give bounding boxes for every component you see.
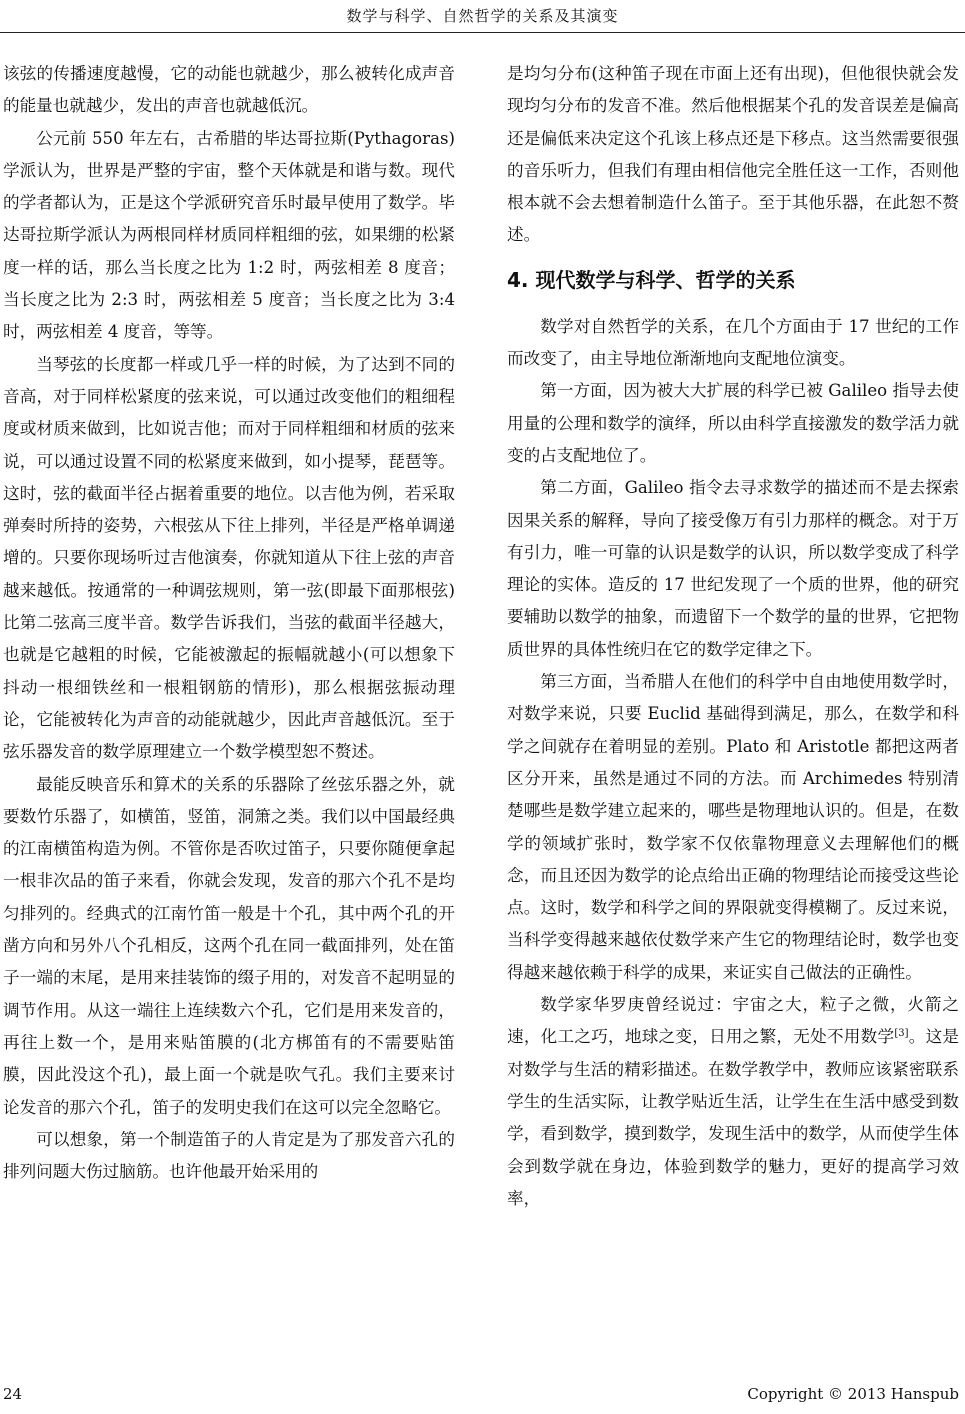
paragraph-text: 数学家华罗庚曾经说过：宇宙之大，粒子之微，火箭之速，化工之巧，地球之变，日用之繁，无处不用数学 — [507, 995, 959, 1047]
citation-ref: [3] — [894, 1028, 909, 1040]
paragraph: 该弦的传播速度越慢，它的动能也就越少，那么被转化成声音的能量也就越少，发出的声音也就越低沉。 — [3, 64, 455, 116]
left-column — [3, 58, 455, 1188]
paragraph-with-citation — [507, 989, 959, 1215]
paragraph: 数学对自然哲学的关系，在几个方面由于 17 世纪的工作而改变了，由主导地位渐渐地向支配地位演变。 — [507, 316, 959, 369]
paragraph: 最能反映音乐和算术的关系的乐器除了丝弦乐器之外，就要数竹乐器了，如横笛，竖笛，洞箫之类。我们以中国最经典的江南横笛构造为例。不管你是否吹过笛子，只要你随便拿起一根非次品的笛子来看，你就会发现，发音的那六个孔不是均匀排列的。经典式的江南竹笛一般是十个孔，其中两个孔的开凿方向和另外八个孔相反，这两个孔在同一截面排列，处在笛子一端的末尾，是用来挂装饰的缀子用的，对发音不起明显的调节作用。从这一端往上连续数六个孔，它们是用来发音的，再往上数一个，是用来贴笛膜的(北方梆笛有的不需要贴笛膜，因此没这个孔)，最上面一个就是吹气孔。我们主要来讨论发音的那六个孔，笛子的发明史我们在这可以完全忽略它。 — [3, 774, 455, 1117]
paragraph: 第二方面，Galileo 指令去寻求数学的描述而不是去探索因果关系的解释，导向了接受像万有引力那样的概念。对于万有引力，唯一可靠的认识是数学的认识，所以数学变成了科学理论的实体。造反的 17 世纪发现了一个质的世界，他的研究要辅助以数学的抽象，而遗留下一个数学的量的世界，它把物质世界的具体性统归在它的数学定律之下。 — [507, 478, 959, 659]
right-column — [507, 58, 959, 1215]
page-number: 24 — [3, 1385, 23, 1403]
paragraph: 第三方面，当希腊人在他们的科学中自由地使用数学时，对数学来说，只要 Euclid 基础得到满足，那么，在数学和科学之间就存在着明显的差别。Plato 和 Aristotle 都把这两者区分开来，虽然是通过不同的方法。而 Archimedes 特别清楚哪些是数学建立起来的，哪些是物理地认识的。但是，在数学的领域扩张时，数学家不仅依靠物理意义去理解他们的概念，而且还因为数学的论点给出正确的物理结论而接受这些论点。这时，数学和科学之间的界限就变得模糊了。反过来说，当科学变得越来越依仗数学来产生它的物理结论时，数学也变得越来越依赖于科学的成果，来证实自己做法的正确性。 — [507, 672, 959, 982]
copyright-notice: Copyright © 2013 Hanspub — [747, 1385, 959, 1403]
paragraph-continuation: 是均匀分布(这种笛子现在市面上还有出现)，但他很快就会发现均匀分布的发音不准。然后他根据某个孔的发音误差是偏高还是偏低来决定这个孔该上移点还是下移点。这当然需要很强的音乐听力，但我们有理由相信他完全胜任这一工作，否则他根本就不会去想着制造什么笛子。至于其他乐器，在此恕不赘述。 — [507, 64, 959, 245]
section-heading: 4. 现代数学与科学、哲学的关系 — [507, 267, 796, 292]
paragraph-text: 。这是对数学与生活的精彩描述。在数学教学中，教师应该紧密联系学生的生活实际，让教学贴近生活，让学生在生活中感受到数学，看到数学，摸到数学，发现生活中的数学，从而使学生体会到数学就在身边，体验到数学的魅力，更好的提高学习效率， — [507, 1027, 960, 1208]
header-rule — [0, 32, 965, 33]
paragraph: 当琴弦的长度都一样或几乎一样的时候，为了达到不同的音高，对于同样松紧度的弦来说，可以通过改变他们的粗细程度或材质来做到，比如说吉他；而对于同样粗细和材质的弦来说，可以通过设置不同的松紧度来做到，如小提琴，琵琶等。这时，弦的截面半径占据着重要的地位。以吉他为例，若采取弹奏时所持的姿势，六根弦从下往上排列，半径是严格单调递增的。只要你现场听过吉他演奏，你就知道从下往上弦的声音越来越低。按通常的一种调弦规则，第一弦(即最下面那根弦)比第二弦高三度半音。数学告诉我们，当弦的截面半径越大，也就是它越粗的时候，它能被激起的振幅就越小(可以想象下抖动一根细铁丝和一根粗钢筋的情形)，那么根据弦振动理论，它能被转化为声音的动能就越少，因此声音越低沉。至于弦乐器发音的数学原理建立一个数学模型恕不赘述。 — [3, 354, 455, 762]
paragraph: 公元前 550 年左右，古希腊的毕达哥拉斯(Pythagoras)学派认为，世界是严整的宇宙，整个天体就是和谐与数。现代的学者都认为，正是这个学派研究音乐时最早使用了数学。毕达哥拉斯学派认为两根同样材质同样粗细的弦，如果绷的松紧度一样的话，那么当长度之比为 1:2 时，两弦相差 8 度音；当长度之比为 2:3 时，两弦相差 5 度音；当长度之比为 3:4 时，两弦相差 4 度音，等等。 — [3, 128, 455, 342]
paragraph: 可以想象，第一个制造笛子的人肯定是为了那发音六孔的排列问题大伤过脑筋。也许他最开始采用的 — [3, 1129, 455, 1182]
paragraph: 第一方面，因为被大大扩展的科学已被 Galileo 指导去使用量的公理和数学的演绎，所以由科学直接激发的数学活力就变的占支配地位了。 — [507, 381, 959, 465]
running-header-title: 数学与科学、自然哲学的关系及其演变 — [346, 7, 619, 25]
